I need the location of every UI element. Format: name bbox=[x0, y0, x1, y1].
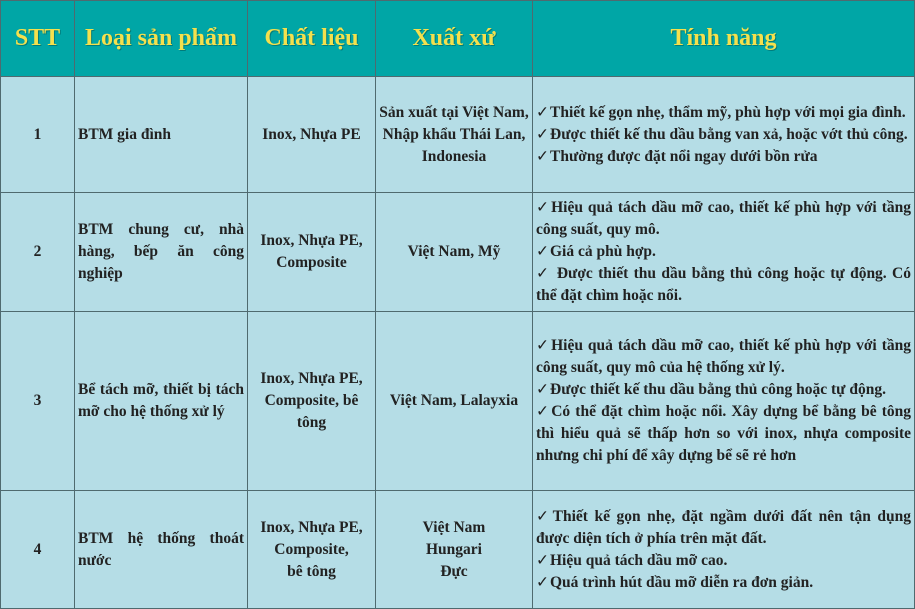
feature-text: Thiết kế gọn nhẹ, thẩm mỹ, phù hợp với mọi gia đình. bbox=[550, 103, 906, 121]
feature-text: Quá trình hút dầu mỡ diễn ra đơn giản. bbox=[550, 573, 814, 591]
features-cell bbox=[533, 491, 915, 609]
check-icon: ✓ bbox=[536, 125, 549, 143]
feature-text: Có thể đặt chìm hoặc nổi. Xây dựng bể bằng bê tông thì hiểu quả sẽ thấp hơn so với inox, nhựa composite nhưng chi phí để xây dựng bể sẽ rẻ hơn bbox=[536, 403, 911, 464]
table-row bbox=[1, 491, 915, 609]
stt-cell: 2 bbox=[1, 193, 75, 312]
feature-text: Hiệu quả tách dầu mỡ cao, thiết kế phù hợp với tầng công suất, quy mô của hệ thống xử lý. bbox=[536, 337, 911, 376]
feature-text: Được thiết thu dầu bằng thủ công hoặc tự động. Có thể đặt chìm hoặc nổi. bbox=[536, 265, 911, 304]
feature-text: Hiệu quả tách dầu mỡ cao, thiết kế phù hợp với tầng công suất, quy mô. bbox=[536, 199, 911, 238]
check-icon: ✓ bbox=[536, 573, 549, 591]
header-row bbox=[1, 1, 915, 77]
feature-item bbox=[536, 263, 911, 307]
product-type-cell: BTM chung cư, nhà hàng, bếp ăn công nghiệp bbox=[75, 193, 248, 312]
feature-text: Hiệu quả tách dầu mỡ cao. bbox=[550, 551, 728, 569]
product-type-cell: Bể tách mỡ, thiết bị tách mỡ cho hệ thống xử lý bbox=[75, 312, 248, 491]
check-icon: ✓ bbox=[536, 103, 549, 121]
check-icon: ✓ bbox=[536, 551, 549, 569]
feature-text: Được thiết kế thu dầu bằng thủ công hoặc tự động. bbox=[550, 381, 886, 398]
origin-cell bbox=[376, 77, 533, 193]
header-stt: STT bbox=[1, 1, 75, 77]
table-row bbox=[1, 312, 915, 491]
feature-item bbox=[536, 572, 911, 594]
table-row bbox=[1, 77, 915, 193]
feature-text: Được thiết kế thu dầu bằng van xả, hoặc vớt thủ công. bbox=[550, 125, 908, 143]
material-line: Inox, Nhựa PE, bbox=[260, 370, 363, 387]
origin-line: Việt Nam bbox=[422, 518, 486, 536]
check-icon: ✓ bbox=[536, 147, 549, 165]
header-product-type: Loại sản phẩm bbox=[75, 1, 248, 77]
origin-line: Hungari bbox=[426, 540, 482, 558]
check-icon: ✓ bbox=[536, 381, 549, 398]
feature-item bbox=[536, 102, 911, 124]
stt-cell: 3 bbox=[1, 312, 75, 491]
check-icon: ✓ bbox=[536, 403, 551, 420]
table-row bbox=[1, 193, 915, 312]
feature-text: Thiết kế gọn nhẹ, đặt ngầm dưới đất nên tận dụng được diện tích ở phía trên mặt đất. bbox=[536, 507, 911, 547]
material-cell bbox=[248, 77, 376, 193]
material-cell bbox=[248, 312, 376, 491]
features-cell bbox=[533, 312, 915, 491]
material-line: Composite, bê tông bbox=[264, 392, 359, 431]
feature-item bbox=[536, 241, 911, 263]
stt-cell: 1 bbox=[1, 77, 75, 193]
origin-line: Đực bbox=[440, 562, 468, 580]
feature-item bbox=[536, 379, 911, 401]
origin-cell bbox=[376, 491, 533, 609]
stt-cell: 4 bbox=[1, 491, 75, 609]
header-origin: Xuất xứ bbox=[376, 1, 533, 77]
product-type-cell: BTM hệ thống thoát nước bbox=[75, 491, 248, 609]
material-line: Composite, bbox=[274, 540, 349, 558]
feature-item bbox=[536, 146, 911, 168]
header-features: Tính năng bbox=[533, 1, 915, 77]
material-cell bbox=[248, 193, 376, 312]
material-line: Inox, Nhựa PE, bbox=[260, 518, 363, 536]
feature-item bbox=[536, 335, 911, 379]
origin-line: Việt Nam, Lalayxia bbox=[389, 392, 519, 409]
feature-item bbox=[536, 506, 911, 550]
origin-cell bbox=[376, 312, 533, 491]
origin-line: Việt Nam, Mỹ bbox=[407, 243, 501, 260]
check-icon: ✓ bbox=[536, 199, 551, 216]
check-icon: ✓ bbox=[536, 507, 552, 525]
origin-cell bbox=[376, 193, 533, 312]
check-icon: ✓ bbox=[536, 243, 549, 260]
features-cell bbox=[533, 77, 915, 193]
origin-line: Nhập khẩu Thái Lan, Indonesia bbox=[382, 125, 526, 165]
feature-item bbox=[536, 401, 911, 467]
feature-text: Giá cả phù hợp. bbox=[550, 243, 656, 260]
feature-item bbox=[536, 550, 911, 572]
material-line: bê tông bbox=[287, 562, 336, 580]
feature-item bbox=[536, 197, 911, 241]
origin-line: Sản xuất tại Việt Nam, bbox=[379, 103, 529, 121]
material-line: Composite bbox=[276, 254, 347, 271]
feature-text: Thường được đặt nổi ngay dưới bồn rửa bbox=[550, 147, 818, 165]
product-type-cell: BTM gia đình bbox=[75, 77, 248, 193]
material-line: Inox, Nhựa PE, bbox=[260, 232, 363, 249]
feature-item bbox=[536, 124, 911, 146]
check-icon: ✓ bbox=[536, 337, 551, 354]
check-icon: ✓ bbox=[536, 265, 551, 282]
header-material: Chất liệu bbox=[248, 1, 376, 77]
material-cell bbox=[248, 491, 376, 609]
material-line: Inox, Nhựa PE bbox=[262, 125, 361, 143]
features-cell bbox=[533, 193, 915, 312]
